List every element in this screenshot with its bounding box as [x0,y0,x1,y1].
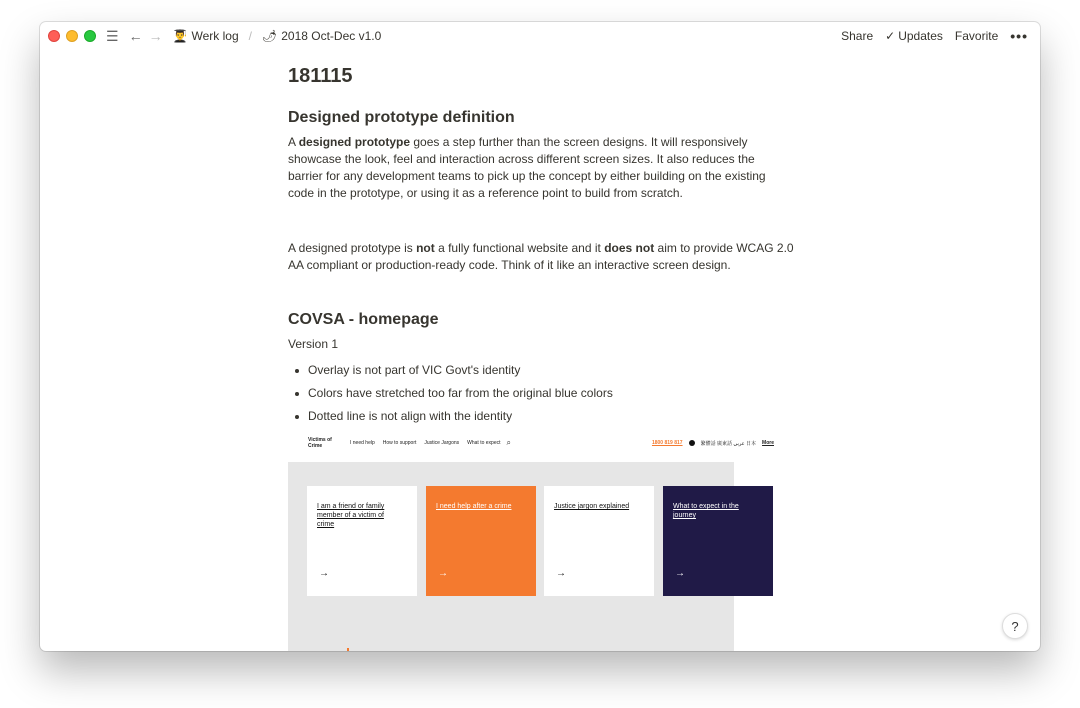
bold-text: designed prototype [298,135,411,149]
embedded-homepage-screenshot[interactable] [288,424,776,651]
feedback-list [288,359,788,428]
embed-language-links: 繁體話 廣東話 عربي 日本 [700,440,757,447]
embed-card-what-to-expect [663,486,773,596]
embed-card-friend-family [307,486,417,596]
page-content [288,50,794,428]
breadcrumb-item-werk-log[interactable]: Werk log [191,29,239,43]
favorite-button[interactable]: Favorite [954,29,999,43]
check-icon: ✓ [885,29,896,43]
help-button[interactable]: ? [1002,613,1028,639]
list-item[interactable]: Overlay is not part of VIC Govt's identity [288,359,788,382]
definition-paragraph-1[interactable] [288,134,784,202]
topbar-actions [841,28,1028,44]
page-title[interactable]: 181115 [288,65,353,87]
covsa-heading[interactable]: COVSA - homepage [288,311,439,328]
definition-paragraph-2[interactable] [288,240,798,274]
embed-card-label: What to expect in the journey [673,503,739,519]
arrow-right-icon: → [556,568,566,579]
text-run: aim to provide WCAG 2.0 AA compliant or production-ready code. Think of it like an interactive screen design. [288,241,794,272]
embed-accent-mark [347,648,349,651]
arrow-right-icon: → [438,568,448,579]
breadcrumb-emoji-icon: 🌶 [262,29,278,43]
share-button[interactable]: Share [841,29,874,43]
info-icon [689,440,695,446]
app-window [40,22,1040,651]
text-run: a fully functional website and it [434,241,605,255]
bold-text: not [416,241,435,255]
list-item[interactable]: Dotted line is not align with the identity [288,405,788,428]
bold-text: does not [604,241,655,255]
embed-logo: Victims of Crime [308,437,332,449]
embed-card-justice-jargon [544,486,654,596]
version-label[interactable]: Version 1 [288,337,339,351]
close-window-button[interactable] [48,30,60,42]
maximize-window-button[interactable] [84,30,96,42]
updates-button[interactable] [885,29,943,43]
breadcrumb-item-current-page[interactable]: 2018 Oct-Dec v1.0 [281,29,382,43]
minimize-window-button[interactable] [66,30,78,42]
embed-nav-item: Justice Jargons [424,440,460,446]
text-run: A designed prototype is [288,241,417,255]
text-run: goes a step further than the screen designs. It will responsively showcase the look, feel and interaction across different screen sizes. It also reduces the barrier for any development teams to pick up the concept by either building on the existing code in the prototype, or using it as a reference point to build from scratch. [288,135,766,200]
embed-more-link: More [762,440,774,446]
search-icon: ⌕ [506,438,511,447]
embed-nav-links [350,440,501,446]
menu-icon[interactable]: ☰ [106,28,119,44]
embed-card-label: I need help after a crime [436,503,512,510]
text-run: A [288,135,299,149]
list-item[interactable]: Colors have stretched too far from the original blue colors [288,382,788,405]
definition-heading[interactable]: Designed prototype definition [288,109,515,126]
embed-nav-right [652,440,774,447]
top-bar [40,22,1040,50]
more-options-icon[interactable]: ••• [1010,28,1028,44]
embed-card-label: I am a friend or family member of a victim of crime [317,503,385,528]
forward-arrow-icon[interactable]: → [148,28,163,44]
embed-card-label: Justice jargon explained [554,503,630,510]
embed-nav-item: What to expect [467,440,501,446]
arrow-right-icon: → [319,568,329,579]
back-arrow-icon[interactable]: ← [128,28,143,44]
updates-label: Updates [898,29,943,43]
embed-nav-item: How to support [382,440,417,446]
embed-nav-bar [288,424,776,462]
breadcrumb [173,29,382,43]
window-controls [48,30,96,42]
embed-card-need-help [426,486,536,596]
embed-phone-number: 1800 819 817 [651,440,683,446]
breadcrumb-separator: / [248,29,252,43]
breadcrumb-emoji-icon: 👨‍🎓 [172,29,188,43]
embed-nav-item: I need help [350,440,375,446]
arrow-right-icon: → [675,568,685,579]
